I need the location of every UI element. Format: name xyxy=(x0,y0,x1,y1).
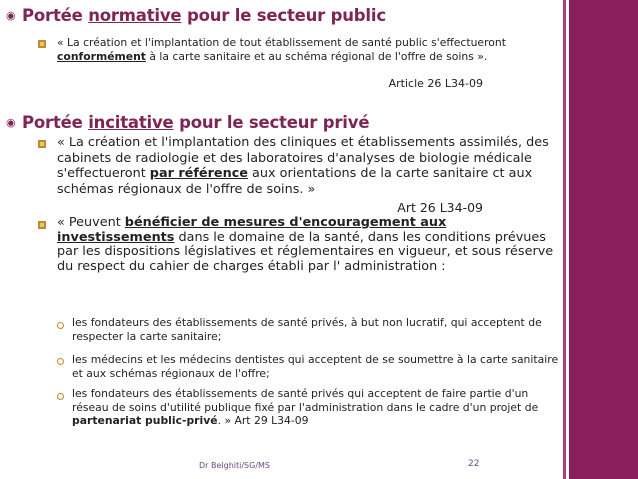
square-bullet-icon xyxy=(38,40,46,48)
square-bullet-icon xyxy=(38,221,46,229)
page-number: 22 xyxy=(468,459,480,469)
ring-bullet-icon xyxy=(57,393,64,400)
heading-keyword: normative xyxy=(88,6,182,25)
reference-article-26: Article 26 L34-09 xyxy=(388,77,483,90)
ring-bullet-icon xyxy=(57,358,64,365)
sub-item-partnership: les fondateurs des établissements de santé privés qui acceptent de faire partie d'un réseau de soins d'utilité publique fixé par l'administration dans le cadre d'un projet de partenariat public-privé. » Art 29 L34-09 xyxy=(72,387,539,427)
quote-incentives: « Peuvent bénéficier de mesures d'encouragement aux investissements dans le domaine de la santé, dans les conditions prévues par les dispositions législatives et réglementaires en vigueur, et sous réserve du respect du cahier de charges établi par l' administration : xyxy=(57,215,554,274)
square-bullet-icon xyxy=(38,140,46,148)
reference-art-26: Art 26 L34-09 xyxy=(397,200,483,215)
sub-item-doctors: les médecins et les médecins dentistes qui acceptent de se soumettre à la carte sanitaire et aux schémas régionaux de l'offre; xyxy=(72,353,559,380)
footer-author: Dr Belghiti/SG/MS xyxy=(199,461,271,470)
ring-bullet-icon xyxy=(57,322,64,329)
quote-private: « La création et l'implantation des cliniques et établissements assimilés, des cabinets de radiologie et des laboratoires d'analyses de biologie médicale s'effectueront par référence aux orientations de la carte sanitaire ct aux schémas régionaux de l'offre de soins. » xyxy=(57,135,549,197)
target-bullet-icon: ◉ xyxy=(6,9,16,22)
heading-keyword: incitative xyxy=(88,113,174,132)
target-bullet-icon: ◉ xyxy=(6,116,16,129)
section-heading-private: ◉ Portée incitative pour le secteur privé xyxy=(6,113,370,132)
sidebar-border xyxy=(563,0,566,479)
decorative-sidebar xyxy=(569,0,638,479)
section-heading-public: ◉ Portée normative pour le secteur public xyxy=(6,6,386,25)
sub-item-non-profit: les fondateurs des établissements de santé privés, à but non lucratif, qui acceptent de respecter la carte sanitaire; xyxy=(72,316,542,343)
quote-public: « La création et l'implantation de tout établissement de santé public s'effectueront conformément à la carte sanitaire et au schéma régional de l'offre de soins ». xyxy=(57,36,506,63)
